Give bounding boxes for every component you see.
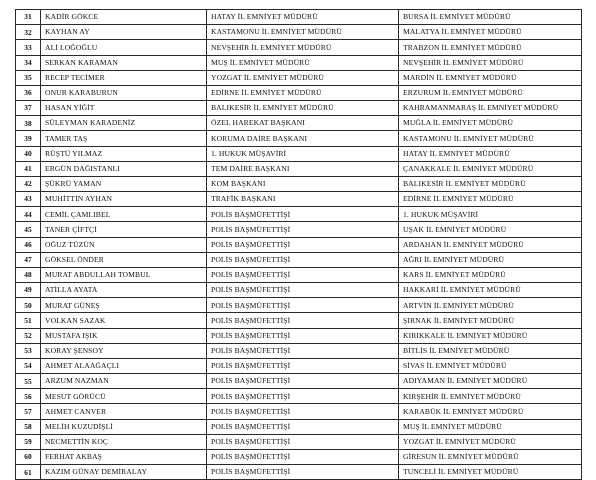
person-name: RECEP TECİMER: [41, 70, 207, 85]
person-name: ALİ LOĞOĞLU: [41, 40, 207, 55]
new-position: ARDAHAN İL EMNİYET MÜDÜRÜ: [399, 237, 582, 252]
new-position: TRABZON İL EMNİYET MÜDÜRÜ: [399, 40, 582, 55]
person-name: TAMER TAŞ: [41, 131, 207, 146]
row-number: 53: [16, 343, 41, 358]
table-row: [16, 222, 582, 237]
new-position: 1. HUKUK MÜŞAVİRİ: [399, 207, 582, 222]
person-name: ONUR KARABURUN: [41, 85, 207, 100]
row-number: 44: [16, 207, 41, 222]
person-name: ERGÜN DAĞISTANLI: [41, 161, 207, 176]
row-number: 54: [16, 358, 41, 373]
new-position: MALATYA İL EMNİYET MÜDÜRÜ: [399, 25, 582, 40]
current-position: NEVŞEHİR İL EMNİYET MÜDÜRÜ: [207, 40, 399, 55]
assignment-table-body: [16, 10, 582, 480]
new-position: ADIYAMAN İL EMNİYET MÜDÜRÜ: [399, 374, 582, 389]
row-number: 50: [16, 298, 41, 313]
person-name: ŞÜKRÜ YAMAN: [41, 176, 207, 191]
table-row: [16, 192, 582, 207]
row-number: 48: [16, 267, 41, 282]
table-row: [16, 25, 582, 40]
current-position: POLİS BAŞMÜFETTİŞİ: [207, 449, 399, 464]
person-name: AHMET CANVER: [41, 404, 207, 419]
current-position: ÖZEL HAREKAT BAŞKANI: [207, 116, 399, 131]
new-position: KASTAMONU İL EMNİYET MÜDÜRÜ: [399, 131, 582, 146]
row-number: 55: [16, 374, 41, 389]
new-position: MARDİN İL EMNİYET MÜDÜRÜ: [399, 70, 582, 85]
row-number: 37: [16, 101, 41, 116]
row-number: 47: [16, 252, 41, 267]
table-row: [16, 465, 582, 480]
table-row: [16, 116, 582, 131]
row-number: 46: [16, 237, 41, 252]
row-number: 41: [16, 161, 41, 176]
new-position: TUNCELİ İL EMNİYET MÜDÜRÜ: [399, 465, 582, 480]
person-name: MUHİTTİN AYHAN: [41, 192, 207, 207]
current-position: POLİS BAŞMÜFETTİŞİ: [207, 374, 399, 389]
row-number: 33: [16, 40, 41, 55]
current-position: POLİS BAŞMÜFETTİŞİ: [207, 343, 399, 358]
current-position: POLİS BAŞMÜFETTİŞİ: [207, 237, 399, 252]
current-position: KORUMA DAİRE BAŞKANI: [207, 131, 399, 146]
table-row: [16, 298, 582, 313]
table-row: [16, 176, 582, 191]
person-name: SERKAN KARAMAN: [41, 55, 207, 70]
new-position: KARABÜK İL EMNİYET MÜDÜRÜ: [399, 404, 582, 419]
current-position: POLİS BAŞMÜFETTİŞİ: [207, 207, 399, 222]
new-position: BİTLİS İL EMNİYET MÜDÜRÜ: [399, 343, 582, 358]
table-row: [16, 283, 582, 298]
table-row: [16, 101, 582, 116]
new-position: HAKKARİ İL EMNİYET MÜDÜRÜ: [399, 283, 582, 298]
row-number: 60: [16, 449, 41, 464]
current-position: MUŞ İL EMNİYET MÜDÜRÜ: [207, 55, 399, 70]
person-name: KORAY ŞENSOY: [41, 343, 207, 358]
table-row: [16, 85, 582, 100]
row-number: 31: [16, 10, 41, 25]
current-position: KASTAMONU İL EMNİYET MÜDÜRÜ: [207, 25, 399, 40]
current-position: POLİS BAŞMÜFETTİŞİ: [207, 252, 399, 267]
new-position: KAHRAMANMARAŞ İL EMNİYET MÜDÜRÜ: [399, 101, 582, 116]
new-position: EDİRNE İL EMNİYET MÜDÜRÜ: [399, 192, 582, 207]
table-row: [16, 70, 582, 85]
table-row: [16, 389, 582, 404]
current-position: POLİS BAŞMÜFETTİŞİ: [207, 389, 399, 404]
current-position: POLİS BAŞMÜFETTİŞİ: [207, 267, 399, 282]
new-position: ERZURUM İL EMNİYET MÜDÜRÜ: [399, 85, 582, 100]
row-number: 59: [16, 434, 41, 449]
table-row: [16, 40, 582, 55]
table-row: [16, 313, 582, 328]
person-name: ARZUM NAZMAN: [41, 374, 207, 389]
table-row: [16, 358, 582, 373]
current-position: POLİS BAŞMÜFETTİŞİ: [207, 298, 399, 313]
row-number: 34: [16, 55, 41, 70]
new-position: KIRŞEHİR İL EMNİYET MÜDÜRÜ: [399, 389, 582, 404]
row-number: 58: [16, 419, 41, 434]
row-number: 57: [16, 404, 41, 419]
table-row: [16, 252, 582, 267]
person-name: GÖKSEL ÖNDER: [41, 252, 207, 267]
table-row: [16, 404, 582, 419]
person-name: MURAT GÜNEŞ: [41, 298, 207, 313]
current-position: POLİS BAŞMÜFETTİŞİ: [207, 222, 399, 237]
row-number: 56: [16, 389, 41, 404]
table-row: [16, 10, 582, 25]
row-number: 39: [16, 131, 41, 146]
row-number: 32: [16, 25, 41, 40]
row-number: 36: [16, 85, 41, 100]
table-row: [16, 237, 582, 252]
row-number: 42: [16, 176, 41, 191]
row-number: 52: [16, 328, 41, 343]
current-position: POLİS BAŞMÜFETTİŞİ: [207, 358, 399, 373]
new-position: KIRIKKALE İL EMNİYET MÜDÜRÜ: [399, 328, 582, 343]
new-position: KARS İL EMNİYET MÜDÜRÜ: [399, 267, 582, 282]
table-row: [16, 131, 582, 146]
person-name: RÜŞTÜ YILMAZ: [41, 146, 207, 161]
person-name: FERHAT AKBAŞ: [41, 449, 207, 464]
assignment-table: [15, 9, 582, 480]
current-position: POLİS BAŞMÜFETTİŞİ: [207, 283, 399, 298]
current-position: POLİS BAŞMÜFETTİŞİ: [207, 404, 399, 419]
person-name: MELİH KUZUDİŞLİ: [41, 419, 207, 434]
new-position: UŞAK İL EMNİYET MÜDÜRÜ: [399, 222, 582, 237]
row-number: 61: [16, 465, 41, 480]
current-position: KOM BAŞKANI: [207, 176, 399, 191]
person-name: AHMET ALAAĞAÇLI: [41, 358, 207, 373]
table-row: [16, 419, 582, 434]
current-position: BALIKESİR İL EMNİYET MÜDÜRÜ: [207, 101, 399, 116]
person-name: NECMETTİN KOÇ: [41, 434, 207, 449]
row-number: 43: [16, 192, 41, 207]
person-name: SÜLEYMAN KARADENİZ: [41, 116, 207, 131]
current-position: EDİRNE İL EMNİYET MÜDÜRÜ: [207, 85, 399, 100]
current-position: POLİS BAŞMÜFETTİŞİ: [207, 313, 399, 328]
row-number: 45: [16, 222, 41, 237]
person-name: MUSTAFA IŞIK: [41, 328, 207, 343]
table-row: [16, 267, 582, 282]
new-position: ÇANAKKALE İL EMNİYET MÜDÜRÜ: [399, 161, 582, 176]
row-number: 40: [16, 146, 41, 161]
new-position: ŞIRNAK İL EMNİYET MÜDÜRÜ: [399, 313, 582, 328]
row-number: 35: [16, 70, 41, 85]
person-name: CEMİL ÇAMLIBEL: [41, 207, 207, 222]
current-position: POLİS BAŞMÜFETTİŞİ: [207, 434, 399, 449]
new-position: HATAY İL EMNİYET MÜDÜRÜ: [399, 146, 582, 161]
table-row: [16, 374, 582, 389]
current-position: YOZGAT İL EMNİYET MÜDÜRÜ: [207, 70, 399, 85]
person-name: TANER ÇİFTÇİ: [41, 222, 207, 237]
row-number: 38: [16, 116, 41, 131]
table-row: [16, 146, 582, 161]
new-position: NEVŞEHİR İL EMNİYET MÜDÜRÜ: [399, 55, 582, 70]
current-position: POLİS BAŞMÜFETTİŞİ: [207, 465, 399, 480]
new-position: AĞRI İL EMNİYET MÜDÜRÜ: [399, 252, 582, 267]
table-row: [16, 55, 582, 70]
person-name: OĞUZ TÜZÜN: [41, 237, 207, 252]
person-name: HASAN YİĞİT: [41, 101, 207, 116]
person-name: VOLKAN SAZAK: [41, 313, 207, 328]
person-name: MESUT GÖRÜCÜ: [41, 389, 207, 404]
table-row: [16, 207, 582, 222]
new-position: BURSA İL EMNİYET MÜDÜRÜ: [399, 10, 582, 25]
current-position: TRAFİK BAŞKANI: [207, 192, 399, 207]
new-position: YOZGAT İL EMNİYET MÜDÜRÜ: [399, 434, 582, 449]
table-row: [16, 343, 582, 358]
table-row: [16, 434, 582, 449]
person-name: ATİLLA AYATA: [41, 283, 207, 298]
new-position: GİRESUN İL EMNİYET MÜDÜRÜ: [399, 449, 582, 464]
person-name: KAYHAN AY: [41, 25, 207, 40]
new-position: SİVAS İL EMNİYET MÜDÜRÜ: [399, 358, 582, 373]
new-position: ARTVİN İL EMNİYET MÜDÜRÜ: [399, 298, 582, 313]
new-position: MUŞ İL EMNİYET MÜDÜRÜ: [399, 419, 582, 434]
current-position: POLİS BAŞMÜFETTİŞİ: [207, 419, 399, 434]
current-position: TEM DAİRE BAŞKANI: [207, 161, 399, 176]
person-name: KADİR GÖKCE: [41, 10, 207, 25]
table-row: [16, 449, 582, 464]
new-position: MUĞLA İL EMNİYET MÜDÜRÜ: [399, 116, 582, 131]
table-row: [16, 161, 582, 176]
table-row: [16, 328, 582, 343]
new-position: BALIKESİR İL EMNİYET MÜDÜRÜ: [399, 176, 582, 191]
person-name: MURAT ABDULLAH TOMBUL: [41, 267, 207, 282]
current-position: POLİS BAŞMÜFETTİŞİ: [207, 328, 399, 343]
row-number: 51: [16, 313, 41, 328]
current-position: HATAY İL EMNİYET MÜDÜRÜ: [207, 10, 399, 25]
row-number: 49: [16, 283, 41, 298]
person-name: KAZIM GÜNAY DEMİRALAY: [41, 465, 207, 480]
current-position: 1. HUKUK MÜŞAVİRİ: [207, 146, 399, 161]
